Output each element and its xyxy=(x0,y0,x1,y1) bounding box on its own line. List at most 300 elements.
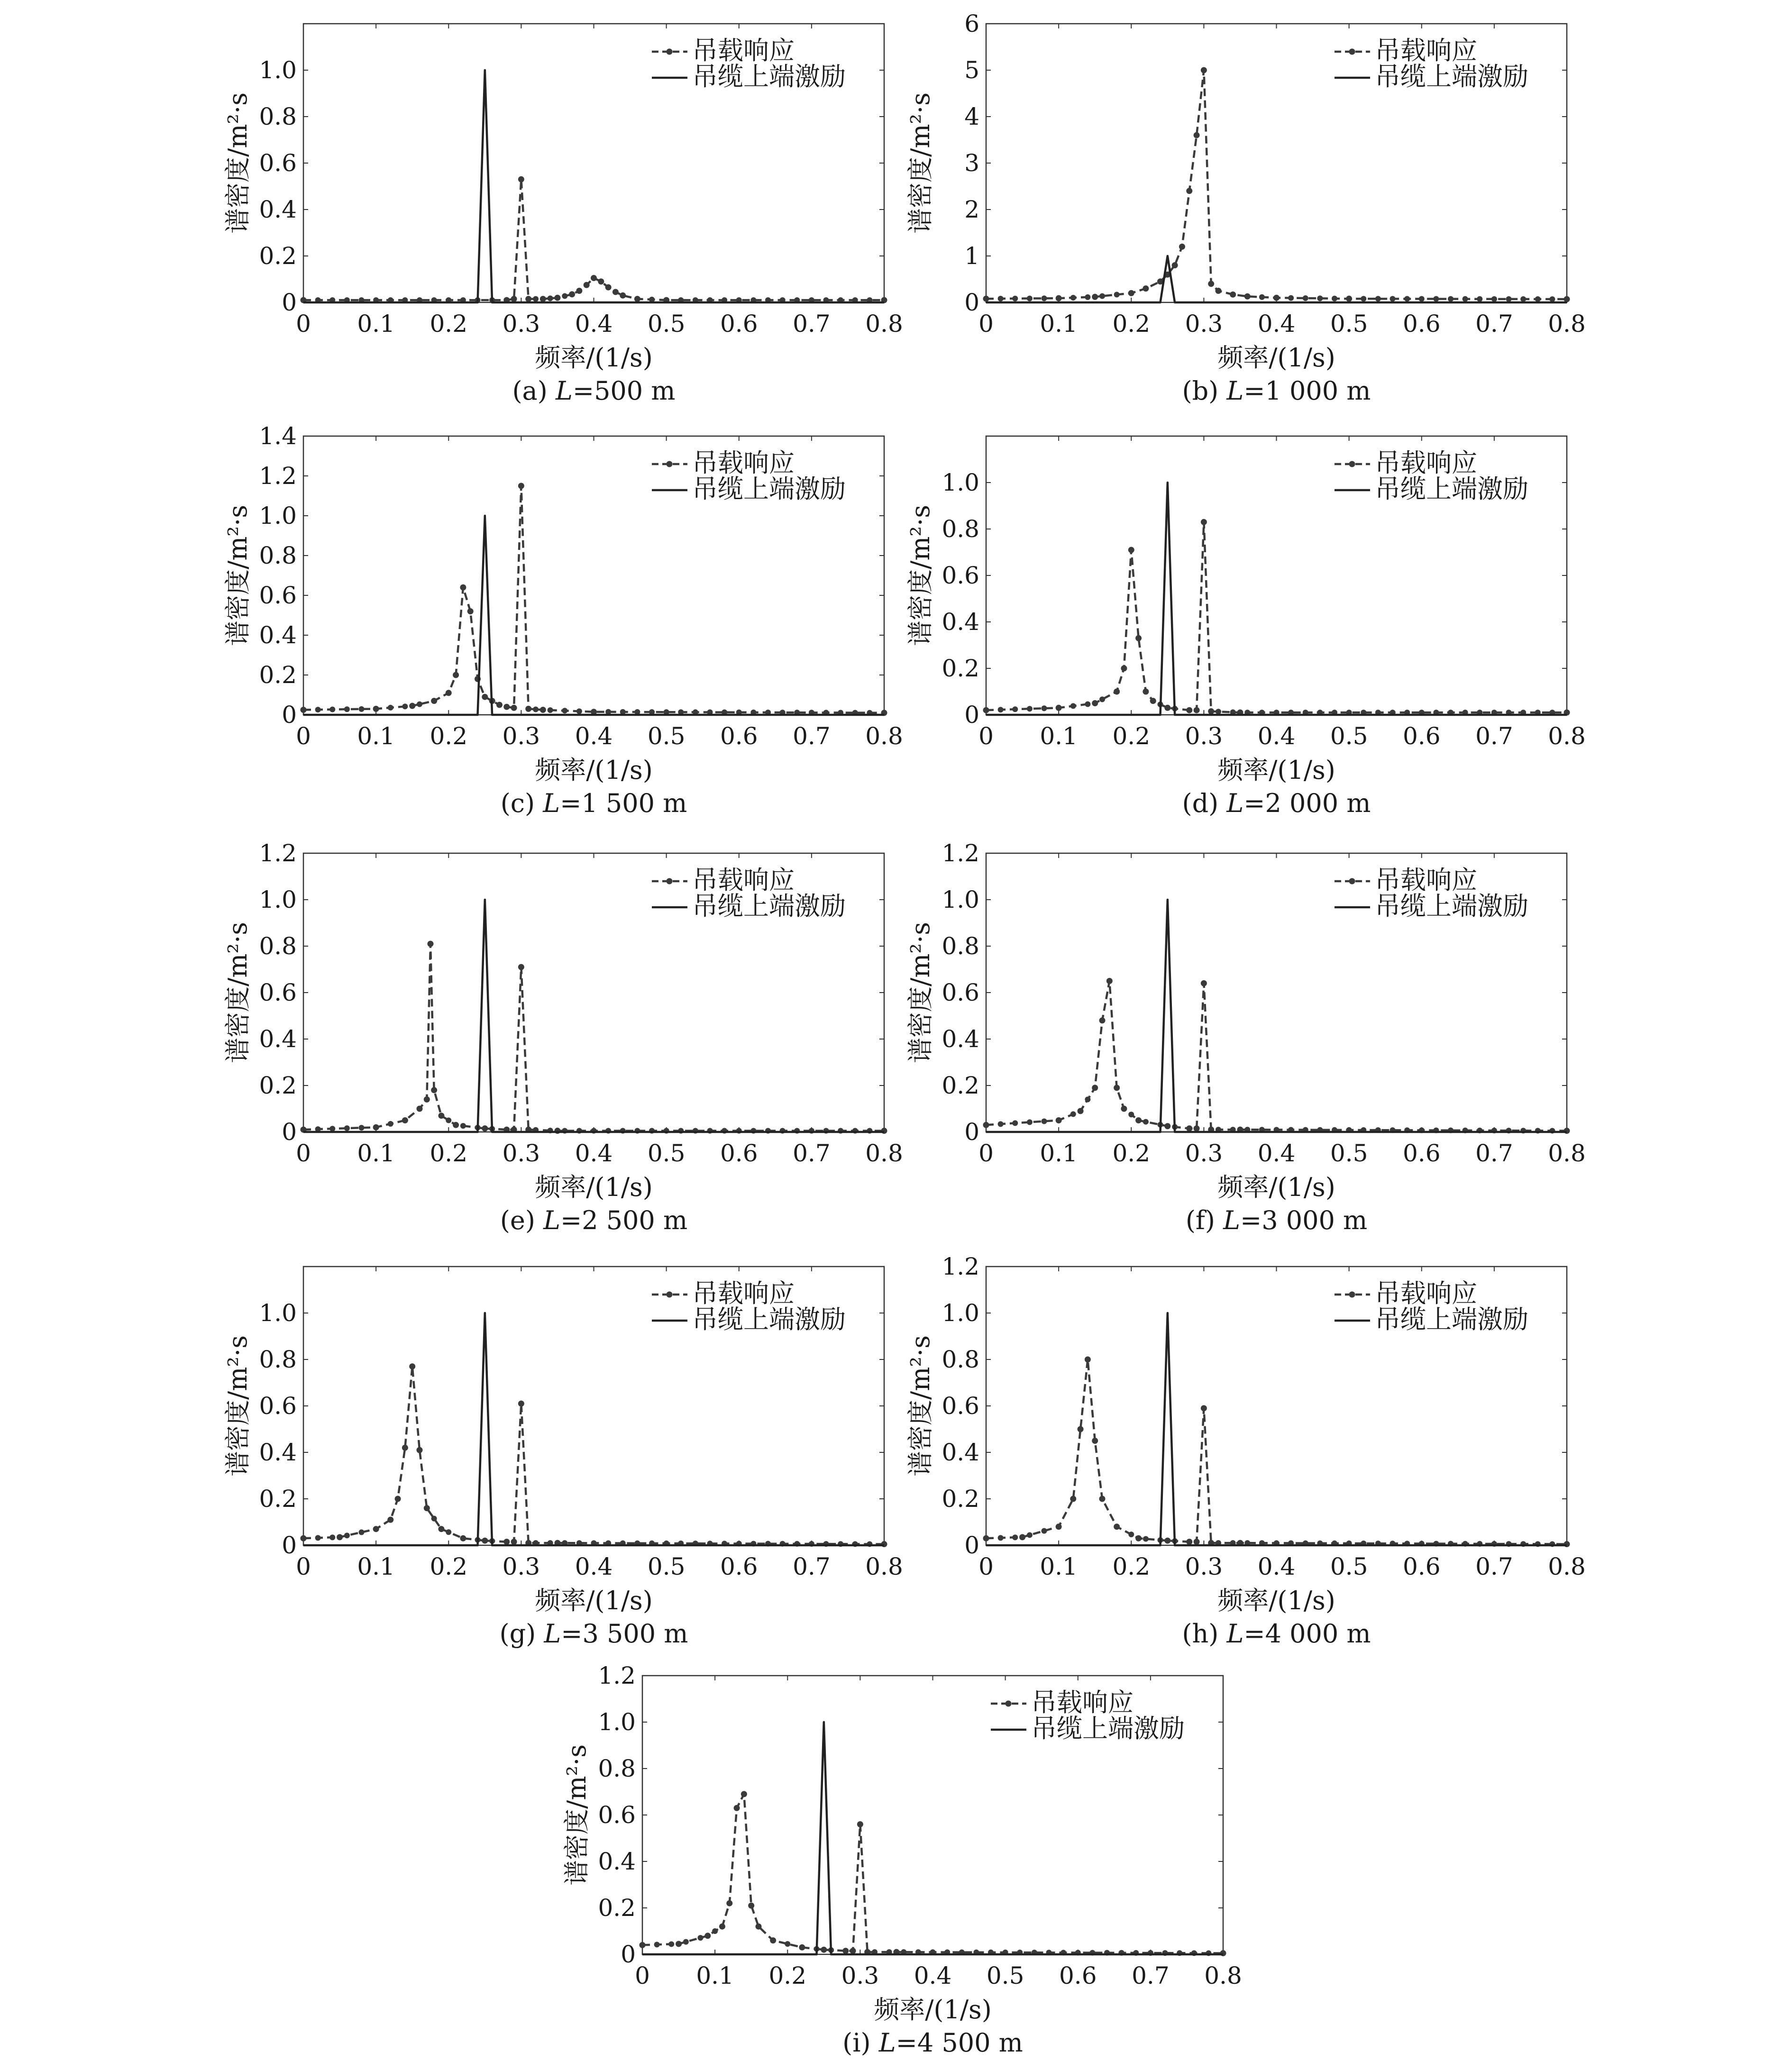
series-point xyxy=(467,608,474,614)
x-axis-label: 频率/(1/s) xyxy=(535,1172,653,1202)
x-axis-label: 频率/(1/s) xyxy=(1217,1172,1335,1202)
x-tick-label: 0.4 xyxy=(1257,1140,1296,1167)
series-point xyxy=(525,296,531,302)
panel-caption xyxy=(1182,376,1371,406)
y-tick-label: 1.0 xyxy=(259,56,297,84)
x-tick-label: 0.3 xyxy=(1185,722,1223,750)
y-axis-label: 谱密度/m²·s xyxy=(223,1335,253,1477)
series-point xyxy=(1186,188,1192,194)
series-line-response xyxy=(303,179,884,300)
series-point xyxy=(1216,288,1222,294)
series-point xyxy=(424,1505,430,1511)
series-point xyxy=(983,296,989,302)
series-point xyxy=(1201,1405,1207,1411)
series-point xyxy=(1056,295,1062,301)
caption-var: L xyxy=(1223,1205,1240,1235)
caption-tag: (g) xyxy=(499,1619,544,1649)
x-tick-label: 0.3 xyxy=(1185,1553,1223,1580)
series-point xyxy=(427,941,433,947)
series-marker xyxy=(1404,296,1410,301)
series-point xyxy=(821,1947,827,1953)
caption-tag: (a) xyxy=(512,376,556,406)
series-marker xyxy=(1042,1528,1047,1534)
x-tick-label: 0.6 xyxy=(1059,1962,1097,1989)
series-marker xyxy=(1549,296,1555,302)
x-tick-label: 0.6 xyxy=(1402,310,1441,337)
x-tick-label: 0.7 xyxy=(793,722,831,750)
legend-label-response: 吊载响应 xyxy=(692,36,795,65)
series-marker xyxy=(1535,296,1541,302)
series-point xyxy=(417,1447,423,1453)
series-line-response xyxy=(986,1359,1567,1544)
y-tick-label: 0 xyxy=(282,701,297,729)
series-marker xyxy=(1042,705,1047,711)
series-marker xyxy=(548,707,553,713)
series-point xyxy=(1564,296,1570,302)
series-marker xyxy=(1099,696,1105,702)
series-marker xyxy=(1216,709,1221,714)
series-point xyxy=(1194,707,1200,713)
x-tick-label: 0.2 xyxy=(430,310,468,337)
series-point xyxy=(1070,1496,1076,1502)
legend-label-response: 吊载响应 xyxy=(692,448,795,478)
y-tick-label: 0 xyxy=(282,289,297,316)
y-axis-label: 谱密度/m²·s xyxy=(223,922,253,1063)
x-tick-label: 0.6 xyxy=(720,1140,758,1167)
legend-marker-response xyxy=(667,1292,673,1298)
caption-value: =2 000 m xyxy=(1243,788,1371,818)
legend-label-response: 吊载响应 xyxy=(1375,1278,1477,1308)
series-marker xyxy=(1288,295,1294,301)
y-tick-label: 0.2 xyxy=(942,655,979,682)
caption-value: =3 000 m xyxy=(1240,1205,1368,1235)
series-point xyxy=(518,483,524,489)
x-tick-label: 0.2 xyxy=(1112,1553,1151,1580)
x-tick-label: 0.8 xyxy=(1548,310,1586,337)
y-tick-label: 1.0 xyxy=(259,1299,297,1327)
series-marker xyxy=(1085,701,1090,707)
series-marker xyxy=(1012,296,1018,301)
y-axis-label: 谱密度/m²·s xyxy=(905,505,935,646)
y-tick-label: 0.2 xyxy=(259,1072,297,1099)
x-tick-label: 0.6 xyxy=(1402,1140,1441,1167)
series-marker xyxy=(1042,295,1047,301)
series-marker xyxy=(359,1530,365,1535)
y-tick-label: 0.2 xyxy=(259,1485,297,1513)
x-tick-label: 0.4 xyxy=(1257,310,1296,337)
series-point xyxy=(1114,689,1120,695)
legend-marker-response xyxy=(1006,1701,1012,1707)
series-marker xyxy=(446,1529,451,1535)
x-axis-label: 频率/(1/s) xyxy=(535,343,653,373)
x-tick-label: 0.5 xyxy=(647,310,686,337)
x-tick-label: 0 xyxy=(978,1553,994,1580)
series-point xyxy=(1056,1117,1062,1123)
x-tick-label: 0 xyxy=(296,1140,311,1167)
y-tick-label: 0.2 xyxy=(942,1485,979,1513)
series-marker xyxy=(533,296,539,302)
series-point xyxy=(554,295,560,301)
series-line-response xyxy=(986,981,1567,1131)
chart-panel-c xyxy=(223,422,903,818)
series-marker xyxy=(1477,296,1482,302)
x-tick-label: 0.2 xyxy=(430,1553,468,1580)
series-point xyxy=(409,1363,415,1369)
y-tick-label: 0.8 xyxy=(259,932,297,960)
chart-panel-g xyxy=(223,1267,903,1649)
series-point xyxy=(1244,293,1251,300)
series-point xyxy=(1085,1357,1091,1363)
series-point xyxy=(1194,1539,1200,1545)
series-point xyxy=(503,704,510,710)
series-point xyxy=(438,1113,444,1119)
x-tick-label: 0.7 xyxy=(1132,1962,1170,1989)
y-tick-label: 0.4 xyxy=(942,608,979,636)
chart-panel-h xyxy=(905,1253,1586,1649)
caption-value: =1 000 m xyxy=(1243,376,1371,406)
series-point xyxy=(511,1539,517,1545)
caption-tag: (i) xyxy=(842,2028,879,2058)
chart-panel-b xyxy=(905,10,1586,406)
series-line-excitation xyxy=(642,1722,1223,1954)
y-tick-label: 0.2 xyxy=(259,242,297,270)
x-tick-label: 0.6 xyxy=(720,722,758,750)
y-tick-label: 1.0 xyxy=(942,886,979,913)
series-point xyxy=(726,1900,732,1906)
legend-label-response: 吊载响应 xyxy=(1375,448,1477,478)
y-tick-label: 3 xyxy=(964,149,979,177)
series-point xyxy=(301,1535,307,1541)
y-tick-label: 0.4 xyxy=(598,1848,636,1875)
series-point xyxy=(1128,290,1134,296)
caption-tag: (e) xyxy=(500,1205,544,1235)
series-marker xyxy=(1259,294,1265,300)
y-tick-label: 0.6 xyxy=(259,1392,297,1420)
series-point xyxy=(482,1538,488,1544)
series-point xyxy=(1121,1106,1127,1112)
series-point xyxy=(676,1941,682,1947)
series-point xyxy=(640,1942,646,1948)
chart-panel-a xyxy=(223,24,903,406)
series-line-excitation xyxy=(303,1313,884,1545)
x-tick-label: 0.5 xyxy=(986,1962,1024,1989)
series-marker xyxy=(315,707,321,712)
caption-var: L xyxy=(1226,1619,1244,1649)
series-marker xyxy=(329,1534,335,1540)
y-tick-label: 0.8 xyxy=(259,103,297,130)
x-tick-label: 0.8 xyxy=(865,722,903,750)
x-tick-label: 0.8 xyxy=(865,310,903,337)
caption-tag: (d) xyxy=(1182,788,1227,818)
x-tick-label: 0.8 xyxy=(1548,722,1586,750)
caption-value: =4 000 m xyxy=(1243,1619,1371,1649)
x-tick-label: 0.3 xyxy=(502,1140,540,1167)
series-point xyxy=(373,706,379,712)
series-marker xyxy=(402,703,408,709)
series-point xyxy=(540,296,546,302)
series-point xyxy=(438,1526,444,1532)
chart-panel-e xyxy=(223,839,903,1235)
x-tick-label: 0.4 xyxy=(1257,1553,1296,1580)
series-point xyxy=(1164,1538,1170,1544)
x-tick-label: 0.3 xyxy=(1185,1140,1223,1167)
series-marker xyxy=(417,702,422,707)
legend-label-excitation: 吊缆上端激励 xyxy=(1375,1304,1528,1334)
y-tick-label: 1.2 xyxy=(259,839,297,867)
series-point xyxy=(460,584,466,591)
series-marker xyxy=(344,706,350,712)
y-tick-label: 0 xyxy=(964,701,979,729)
series-point xyxy=(704,1933,711,1939)
series-point xyxy=(1114,1085,1120,1091)
series-point xyxy=(1230,292,1236,298)
y-tick-label: 5 xyxy=(964,56,979,84)
caption-var: L xyxy=(555,376,573,406)
series-point xyxy=(605,284,612,291)
panel-caption xyxy=(500,1619,688,1649)
series-marker xyxy=(998,707,1004,712)
y-tick-label: 1.0 xyxy=(942,469,979,496)
series-point xyxy=(482,694,488,700)
x-tick-label: 0.2 xyxy=(768,1962,807,1989)
caption-var: L xyxy=(543,1205,560,1235)
x-tick-label: 0.6 xyxy=(1402,722,1441,750)
chart-panel-f xyxy=(905,839,1586,1235)
y-tick-label: 0.2 xyxy=(942,1072,979,1099)
x-tick-label: 0.2 xyxy=(430,1140,468,1167)
series-marker xyxy=(329,707,335,712)
series-marker xyxy=(1027,1119,1033,1125)
chart-panel-d xyxy=(905,436,1586,818)
caption-var: L xyxy=(878,2028,896,2058)
x-tick-label: 0.5 xyxy=(1330,310,1368,337)
x-tick-label: 0.1 xyxy=(357,310,395,337)
series-point xyxy=(1208,708,1214,714)
x-tick-label: 0.7 xyxy=(1475,1140,1513,1167)
series-marker xyxy=(1128,1532,1134,1537)
series-point xyxy=(511,705,517,711)
x-tick-label: 0 xyxy=(635,1962,650,1989)
y-tick-label: 1.0 xyxy=(942,1299,979,1327)
series-point xyxy=(518,964,524,970)
y-tick-label: 0.4 xyxy=(259,621,297,649)
series-marker xyxy=(315,1535,321,1541)
x-tick-label: 0.1 xyxy=(1040,310,1078,337)
series-point xyxy=(857,1821,863,1827)
legend-label-excitation: 吊缆上端激励 xyxy=(692,474,846,504)
series-point xyxy=(748,1903,754,1909)
series-point xyxy=(402,1117,408,1123)
x-tick-label: 0.1 xyxy=(696,1962,734,1989)
series-point xyxy=(1106,978,1113,984)
series-point xyxy=(417,1106,423,1112)
caption-tag: (h) xyxy=(1182,1619,1227,1649)
series-marker xyxy=(1012,1534,1018,1540)
x-tick-label: 0.1 xyxy=(1040,1140,1078,1167)
series-point xyxy=(337,1534,343,1540)
series-marker xyxy=(388,705,393,711)
panel-caption xyxy=(842,2028,1023,2058)
series-point xyxy=(1208,281,1214,287)
caption-var: L xyxy=(1226,788,1244,818)
y-tick-label: 0.6 xyxy=(942,562,979,589)
x-tick-label: 0.6 xyxy=(720,310,758,337)
y-tick-label: 0.6 xyxy=(598,1801,636,1829)
series-line-response xyxy=(986,522,1567,712)
x-tick-label: 0.8 xyxy=(865,1553,903,1580)
series-point xyxy=(1179,244,1185,250)
x-tick-label: 0.8 xyxy=(1204,1962,1242,1989)
series-marker xyxy=(1012,1120,1018,1126)
x-tick-label: 0 xyxy=(978,1140,994,1167)
x-tick-label: 0.3 xyxy=(841,1962,879,1989)
legend-label-excitation: 吊缆上端激励 xyxy=(1375,62,1528,91)
y-axis-label: 谱密度/m²·s xyxy=(223,505,253,646)
x-tick-label: 0.7 xyxy=(793,310,831,337)
y-axis-label: 谱密度/m²·s xyxy=(905,922,935,1063)
panel-caption xyxy=(501,788,687,818)
series-marker xyxy=(562,708,567,713)
panel-caption xyxy=(1186,1205,1367,1235)
series-point xyxy=(799,1944,805,1951)
series-point xyxy=(431,1087,437,1093)
series-marker xyxy=(1114,292,1120,298)
series-point xyxy=(525,706,531,712)
legend-label-response: 吊载响应 xyxy=(692,1278,795,1308)
series-line-excitation xyxy=(986,900,1567,1132)
series-point xyxy=(1150,698,1156,704)
caption-var: L xyxy=(544,1619,561,1649)
series-point xyxy=(409,703,415,709)
series-point xyxy=(634,296,640,302)
series-marker xyxy=(344,1125,350,1131)
y-axis-label: 谱密度/m²·s xyxy=(905,92,935,234)
series-point xyxy=(1164,1123,1170,1129)
series-point xyxy=(1201,519,1207,525)
y-tick-label: 0.4 xyxy=(259,196,297,223)
y-tick-label: 0 xyxy=(621,1941,636,1968)
y-tick-label: 1.2 xyxy=(259,462,297,490)
x-tick-label: 0.7 xyxy=(793,1553,831,1580)
y-axis-label: 谱密度/m²·s xyxy=(223,92,253,234)
series-point xyxy=(1273,295,1280,301)
series-point xyxy=(460,1535,466,1541)
series-marker xyxy=(998,296,1004,301)
y-tick-label: 4 xyxy=(964,103,979,130)
legend-label-response: 吊载响应 xyxy=(692,865,795,895)
series-point xyxy=(373,1124,379,1131)
x-tick-label: 0.3 xyxy=(502,310,540,337)
legend-label-excitation: 吊缆上端激励 xyxy=(692,891,846,921)
series-point xyxy=(983,707,989,713)
y-tick-label: 1 xyxy=(964,242,979,270)
series-point xyxy=(1078,1108,1084,1114)
series-line-excitation xyxy=(986,483,1567,715)
series-marker xyxy=(1332,296,1337,301)
series-line-response xyxy=(986,70,1567,299)
x-tick-label: 0.3 xyxy=(502,722,540,750)
series-point xyxy=(741,1791,747,1797)
x-tick-label: 0.8 xyxy=(1548,1553,1586,1580)
legend-marker-response xyxy=(1349,878,1355,885)
y-tick-label: 0.6 xyxy=(259,979,297,1006)
series-point xyxy=(511,296,517,302)
x-axis-label: 频率/(1/s) xyxy=(874,1995,992,2025)
series-marker xyxy=(668,1941,674,1947)
x-tick-label: 0.1 xyxy=(357,722,395,750)
y-tick-label: 6 xyxy=(964,10,979,37)
series-marker xyxy=(431,1516,437,1522)
series-marker xyxy=(1361,296,1366,301)
caption-var: L xyxy=(1226,376,1244,406)
x-axis-label: 频率/(1/s) xyxy=(535,1586,653,1615)
series-marker xyxy=(1128,1112,1134,1117)
series-point xyxy=(1099,1017,1106,1023)
y-tick-label: 1.2 xyxy=(598,1662,636,1689)
x-tick-label: 0.2 xyxy=(1112,722,1151,750)
series-marker xyxy=(785,1941,790,1947)
legend-marker-response xyxy=(667,461,673,467)
series-marker xyxy=(998,1121,1004,1127)
series-marker xyxy=(1070,295,1076,301)
series-point xyxy=(983,1122,989,1128)
x-tick-label: 0 xyxy=(296,1553,311,1580)
legend-marker-response xyxy=(1349,49,1355,55)
x-tick-label: 0.1 xyxy=(1040,1553,1078,1580)
x-tick-label: 0.4 xyxy=(575,722,613,750)
x-axis-label: 频率/(1/s) xyxy=(1217,755,1335,785)
series-line-excitation xyxy=(986,1313,1567,1545)
panel-caption xyxy=(512,376,675,406)
series-point xyxy=(983,1535,989,1541)
series-marker xyxy=(1070,1111,1076,1117)
series-point xyxy=(1135,1535,1142,1541)
series-point xyxy=(576,288,582,294)
series-marker xyxy=(1070,703,1076,709)
series-marker xyxy=(1463,296,1468,302)
y-tick-label: 0.8 xyxy=(598,1755,636,1782)
y-tick-label: 0.8 xyxy=(942,1346,979,1373)
series-marker xyxy=(1491,296,1497,302)
series-marker xyxy=(1520,296,1526,302)
y-tick-label: 0.8 xyxy=(942,932,979,960)
series-marker xyxy=(1390,296,1396,301)
series-marker xyxy=(359,706,365,712)
series-point xyxy=(1346,296,1352,302)
series-point xyxy=(756,1924,762,1930)
series-point xyxy=(1143,689,1149,695)
series-marker xyxy=(1375,296,1381,301)
legend-marker-response xyxy=(667,49,673,55)
y-tick-label: 0.6 xyxy=(259,149,297,177)
series-point xyxy=(1186,1539,1192,1545)
x-axis-label: 频率/(1/s) xyxy=(1217,1586,1335,1615)
series-point xyxy=(424,1096,430,1103)
series-point xyxy=(842,1948,849,1954)
series-point xyxy=(1135,1117,1142,1123)
x-tick-label: 0.7 xyxy=(1475,310,1513,337)
series-marker xyxy=(1448,296,1454,302)
y-tick-label: 0.6 xyxy=(942,1392,979,1420)
caption-value: =1 500 m xyxy=(560,788,687,818)
y-tick-label: 1.4 xyxy=(259,422,297,450)
y-tick-label: 1.0 xyxy=(598,1708,636,1736)
y-tick-label: 0.8 xyxy=(259,542,297,569)
series-point xyxy=(496,702,503,708)
y-tick-label: 0.2 xyxy=(259,661,297,689)
series-point xyxy=(518,176,524,182)
series-point xyxy=(1201,980,1207,986)
